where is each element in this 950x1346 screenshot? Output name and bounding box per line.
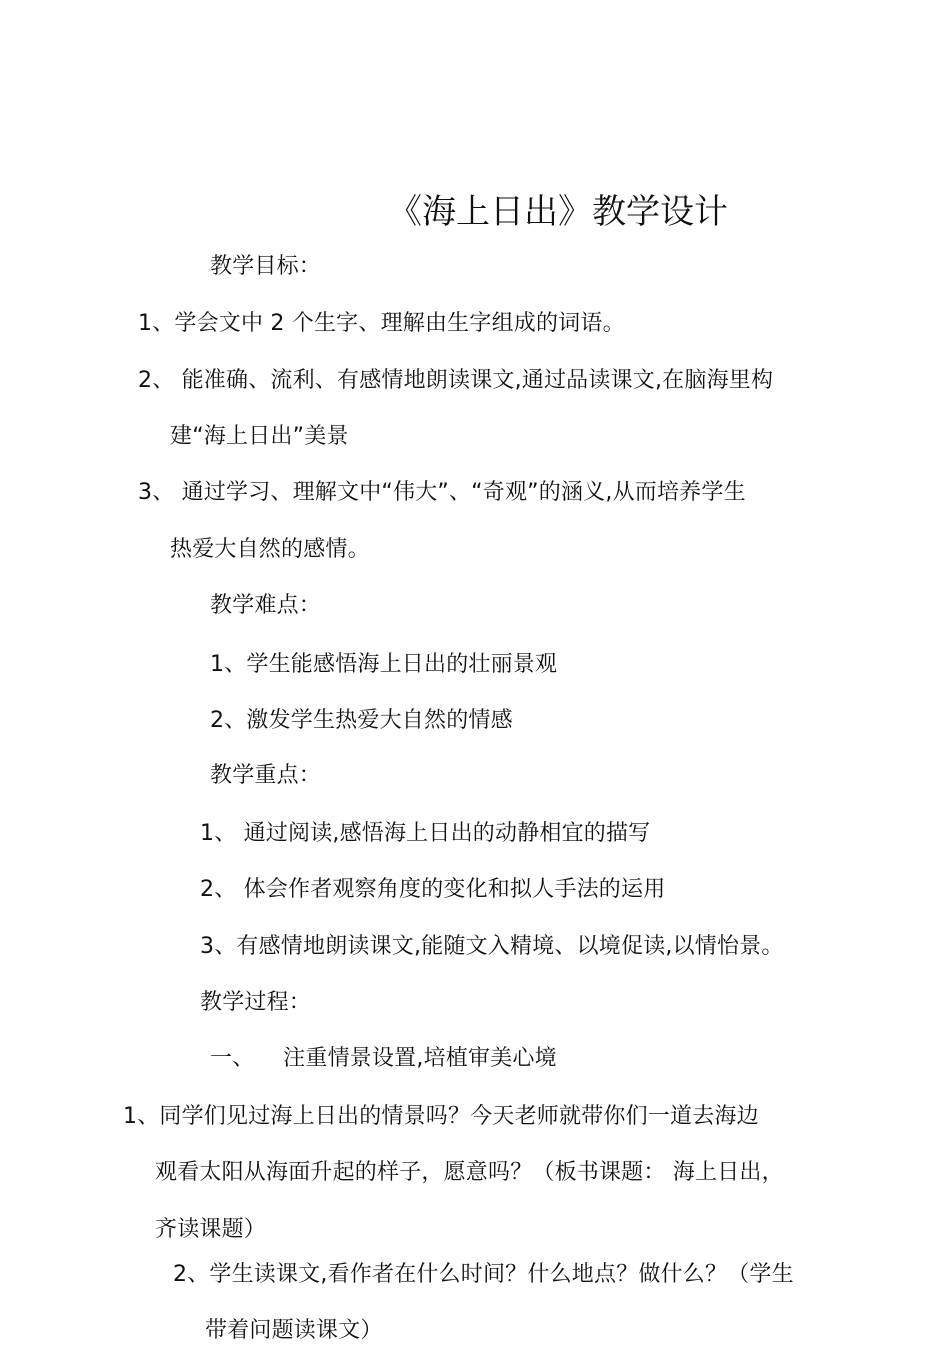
process-heading: 教学过程： <box>200 990 312 1015</box>
objective-line-3-cont: 热爱大自然的感情。 <box>170 537 370 562</box>
objective-line-3: 3、 通过学习、理解文中“伟大”、“奇观”的涵义,从而培养学生 <box>138 480 746 505</box>
process-item-1-cont-2: 齐读课题） <box>155 1217 267 1242</box>
objectives-heading: 教学目标： <box>210 254 322 279</box>
process-item-1: 1、同学们见过海上日出的情景吗？今天老师就带你们一道去海边 <box>123 1104 759 1129</box>
objective-line-1: 1、学会文中 2 个生字、理解由生字组成的词语。 <box>138 311 625 336</box>
key-point-line-2: 2、 体会作者观察角度的变化和拟人手法的运用 <box>200 877 666 902</box>
key-point-line-3: 3、有感情地朗读课文,能随文入精境、以境促读,以情怡景。 <box>200 934 784 959</box>
difficulty-line-1: 1、学生能感悟海上日出的壮丽景观 <box>210 652 558 677</box>
difficulty-line-2: 2、激发学生热爱大自然的情感 <box>210 708 513 733</box>
process-item-2: 2、学生读课文,看作者在什么时间？什么地点？做什么？（学生 <box>173 1262 794 1287</box>
document-title: 《海上日出》教学设计 <box>388 192 728 232</box>
key-point-line-1: 1、 通过阅读,感悟海上日出的动静相宜的描写 <box>200 821 651 846</box>
process-section-1: 一、 注重情景设置,培植审美心境 <box>210 1046 557 1071</box>
difficulties-heading: 教学难点： <box>210 593 322 618</box>
objective-line-2: 2、 能准确、流利、有感情地朗读课文,通过品读课文,在脑海里构 <box>138 368 774 393</box>
objective-line-2-cont: 建“海上日出”美景 <box>170 424 349 449</box>
process-item-2-cont: 带着问题读课文） <box>205 1318 383 1343</box>
process-item-1-cont: 观看太阳从海面升起的样子，愿意吗？（板书课题： 海上日出， <box>155 1160 784 1185</box>
key-points-heading: 教学重点： <box>210 763 322 788</box>
